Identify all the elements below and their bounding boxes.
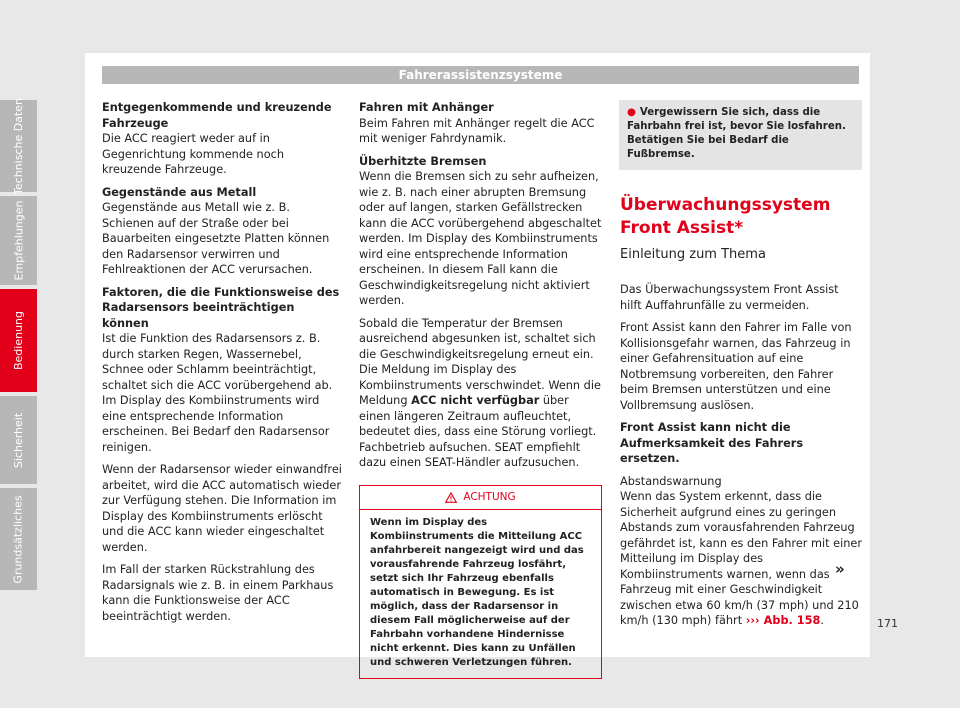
text-run: .: [820, 614, 824, 627]
paragraph: Im Fall der starken Rückstrahlung des Radarsignals wie z. B. in einem Parkhaus kann die Funktionsweise der ACC beeinträchtigt werden.: [102, 563, 334, 623]
heading: Überhitzte Bremsen: [359, 154, 487, 168]
paragraph: Die ACC reagiert weder auf in Gegenrichtung kommende noch kreuzende Fahrzeuge.: [102, 132, 284, 176]
warning-text: Wenn im Display des Kombiinstruments die Mitteilung ACC anfahrbereit nangezeigt wird und das vorausfahrende Fahrzeug losfährt, setzt sich Ihr Fahrzeug ebenfalls automatisch in Bewegung. Es ist möglich, dass der Radarsensor in diesem Fall möglicherweise auf der Fahrbahn vorhandene Hindernisse nicht erkennt. Dies kann zu Unfällen und schweren Verletzungen führen.: [370, 517, 584, 668]
paragraph: Wenn die Bremsen sich zu sehr aufheizen, wie z. B. nach einer abrupten Bremsung oder auf langen, starken Gefällstrecken kann die ACC vorübergehend abgeschaltet werden. Im Display des Kombiinstruments wird eine entsprechende Information erscheinen. In diesem Fall kann die Geschwindigkeitsregelung nicht aktiviert werden.: [359, 170, 602, 307]
sidetab-technische-daten[interactable]: [0, 97, 37, 195]
note-text: Vergewissern Sie sich, dass die Fahrbahn frei ist, bevor Sie losfahren. Betätigen Sie bei Bedarf die Fußbremse.: [627, 107, 846, 160]
bullet-icon: ●: [627, 107, 636, 118]
chapter-header: Fahrerassistenzsysteme: [102, 66, 859, 84]
paragraph: Gegenstände aus Metall wie z. B. Schienen auf der Straße oder bei Bauarbeiten eingesetzte Platten können den Radarsensor verwirren und Fehlreaktionen der ACC verursachen.: [102, 201, 330, 276]
bold-text: Front Assist kann nicht die Aufmerksamkeit des Fahrers ersetzen.: [620, 421, 804, 465]
column-3: [620, 100, 862, 636]
sidetab-label: Sicherheit: [12, 412, 26, 468]
paragraph: Wenn der Radarsensor wieder einwandfrei arbeitet, wird die ACC automatisch wieder zur Verfügung stehen. Die Information im Display des Kombiinstruments erlöscht und die ACC kann wieder eingeschaltet werden.: [102, 463, 342, 554]
figure-link[interactable]: ››› Abb. 158: [745, 614, 821, 627]
sidetab-label: Technische Daten: [12, 97, 26, 195]
continue-icon: »: [835, 560, 845, 578]
heading: Faktoren, die die Funktionsweise des Radarsensors beeinträchtigen können: [102, 285, 340, 330]
column-1: [102, 100, 344, 631]
text-run: über einen längeren Zeitraum aufleuchtet, bedeutet dies, dass eine Störung vorliegt. Fachbetrieb aufsuchen. SEAT empfiehlt dazu einen SEAT-Händler aufzusuchen.: [359, 394, 597, 469]
text-run: Wenn das System erkennt, dass die Sicherheit aufgrund eines zu geringen Abstands zum vorausfahrenden Fahrzeug gefährdet ist, kann es den Fahrer mit einer Mitteilung im Display des Kombiinstruments warnen, wenn das Fahrzeug mit einer Geschwindigkeit zwischen etwa 60 km/h (37 mph) und 210 km/h (130 mph) fährt: [620, 490, 863, 627]
message-text: ACC nicht verfügbar: [411, 394, 540, 407]
note-box: [619, 100, 862, 170]
paragraph: [620, 420, 862, 467]
sidetab-grundsaetzliches[interactable]: [0, 488, 37, 590]
sidetab-label: Bedienung: [12, 310, 25, 371]
heading: Entgegenkommende und kreuzende Fahrzeuge: [102, 101, 332, 130]
paragraph: [620, 489, 862, 629]
warning-header: [360, 486, 601, 511]
sidetab-label: Grundsätzliches: [12, 494, 26, 584]
text-run: Sobald die Temperatur der Bremsen ausreichend abgesunken ist, schaltet sich die Geschwindigkeitsregelung erneut ein. Die Meldung im Display des Kombiinstruments verschwindet. Wenn die Meldung: [359, 316, 601, 407]
sidetab-empfehlungen[interactable]: [0, 196, 37, 285]
paragraph: [359, 316, 602, 471]
heading: Fahren mit Anhänger: [359, 101, 494, 114]
section-subtitle: Einleitung zum Thema: [620, 247, 766, 262]
section-title: Überwachungssystem Front Assist*: [620, 195, 831, 238]
page-number: 171: [877, 617, 898, 630]
sidetab-label: Empfehlungen: [12, 200, 26, 281]
sidetab-bedienung[interactable]: [0, 289, 37, 392]
warning-triangle-icon: [445, 492, 457, 503]
paragraph: Ist die Funktion des Radarsensors z. B. durch starken Regen, Wassernebel, Schnee oder Schlamm beeinträchtigt, schaltet sich die ACC vorübergehend ab. Im Display des Kombiinstruments wird eine entsprechende Information erscheinen. Bei Bedarf den Radarsensor reinigen.: [102, 332, 333, 454]
heading: Gegenstände aus Metall: [102, 185, 257, 199]
column-2: [359, 100, 602, 679]
sidetab-sicherheit[interactable]: [0, 396, 37, 484]
warning-box: [359, 485, 602, 680]
paragraph: Front Assist kann den Fahrer im Falle von Kollisionsgefahr warnen, das Fahrzeug in einer Gefahrensituation auf eine Notbremsung vorbereiten, den Fahrer beim Bremsen unterstützen und eine Vollbremsung auslösen.: [620, 321, 852, 412]
heading: Abstandswarnung: [620, 474, 722, 488]
paragraph: Das Überwachungssystem Front Assist hilft Auffahrunfälle zu vermeiden.: [620, 283, 839, 312]
warning-title: ACHTUNG: [463, 490, 516, 503]
paragraph: Beim Fahren mit Anhänger regelt die ACC mit weniger Fahrdynamik.: [359, 116, 595, 145]
